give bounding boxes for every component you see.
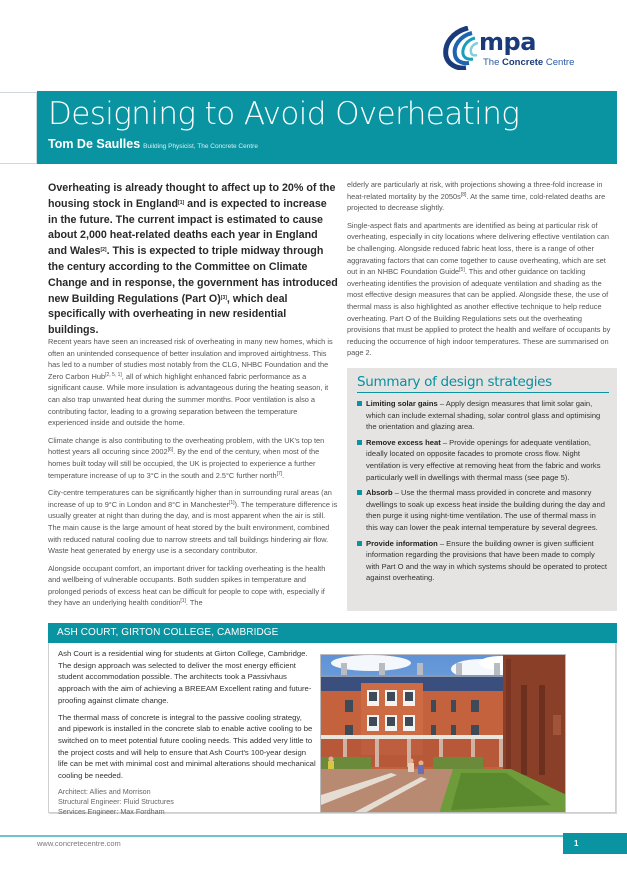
- building-courtyard-image: [321, 655, 566, 813]
- case-study-box: [48, 623, 616, 816]
- tagline-prefix: The: [483, 57, 503, 68]
- case-study-paragraph: The thermal mass of concrete is integral to the passive cooling strategy, and pipework is installed in the concrete slab to enable active cooling to be switched on to meet potential future cooling needs. This added very little to the project costs and will help to ensure that Ash Court's 100-year design life can be met with minimal cost and minimal alterations should mechanical cooling be needed.: [58, 712, 316, 781]
- citation: [1]: [180, 598, 186, 605]
- summary-list: [357, 398, 609, 584]
- body-text: Recent years have seen an increased risk of overheating in many new homes, which is often an unintended consequence of better insulation and improved airtightness. This has led to a number of studies most notably from the CLG, NHBC Foundation and the Zero Carbon Hub: [48, 337, 333, 381]
- body-paragraph: [48, 563, 338, 609]
- author-line: [48, 137, 258, 151]
- summary-item: [357, 398, 609, 433]
- mpa-swirl-logo-icon: [442, 26, 482, 70]
- summary-box: [347, 368, 617, 611]
- left-body-column: [48, 336, 338, 615]
- summary-item-term: Remove excess heat: [366, 437, 441, 447]
- case-study-paragraph: Ash Court is a residential wing for students at Girton College, Cambridge. The design approach was selected to deliver the most energy efficient student accommodation possible. The architects took a Passivhaus approach with the aim of achieving a BREEAM Excellent rating and future-proofing against climate change.: [58, 649, 312, 705]
- credit-structural-engineer: Structural Engineer: Fluid Structures: [58, 796, 174, 806]
- body-text: Alongside occupant comfort, an important driver for tackling overheating is the health and wellbeing of vulnerable occupants. Both sudden spikes in temperature and prolonged periods of excess heat can be difficult for people to cope with, especially if they have an underlying health condition: [48, 563, 326, 608]
- body-text: . This and other guidance on tackling overheating identifies the provision of adequate ventilation and shading as the most effective design measures that can be applied. Alongside these, the use of thermal mass is also highlighted as another effective technique to help reduce overheating. Part O of the Building Regulations sets out the overheating provisions that must be applied to protect the health and welfare of occupants by reducing the occurrence of high indoor temperatures. These are summarised on page 2.: [347, 267, 611, 358]
- mpa-logo: [442, 26, 612, 70]
- body-paragraph: [48, 487, 338, 557]
- footer-url-link[interactable]: www.concretecentre.com: [37, 839, 121, 848]
- case-study-credits: [58, 787, 316, 817]
- square-bullet-icon: [357, 541, 362, 546]
- footer-rule: [0, 835, 563, 837]
- square-bullet-icon: [357, 490, 362, 495]
- summary-title: Summary of design strategies: [357, 374, 609, 393]
- citation: [1]: [178, 199, 185, 206]
- tagline-bold: Concrete: [502, 57, 544, 68]
- author-role: Building Physicist, The Concrete Centre: [143, 143, 258, 150]
- lead-text: . This is expected to triple midway through the century according to the Committee on Climate Change and in response, the government has introduced new Building Regulations (Part O): [48, 245, 338, 305]
- body-text: elderly are particularly at risk, with projections showing a three-fold increase in heat-related mortality by the 2050s: [347, 180, 603, 201]
- body-paragraph: [48, 336, 338, 429]
- summary-item: [357, 487, 609, 533]
- summary-item: [357, 538, 609, 584]
- citation: [1]: [228, 499, 235, 506]
- banner-margin-tab: [0, 92, 37, 164]
- summary-item-term: Limiting solar gains: [366, 399, 438, 408]
- logo-tagline: [483, 57, 574, 68]
- body-text: ). The temperature difference is usually greater at night than during the day, and is most apparent when the air is still. The main cause is the large amount of heat stored by the built environment, combined with reduced natural cooling due to narrow streets and tall buildings hindering air flow. Waste heat generated by energy use is a secondary contributor.: [48, 499, 338, 556]
- right-body-column: [347, 179, 617, 365]
- lead-text: Overheating is already thought to affect up to 20% of the housing stock in England: [48, 182, 336, 210]
- body-paragraph: [48, 435, 338, 481]
- summary-item-term: Provide information: [366, 538, 438, 548]
- credit-architect: Architect: Allies and Morrison: [58, 786, 151, 796]
- logo-wordmark: mpa: [479, 28, 536, 56]
- body-paragraph: [347, 179, 617, 214]
- citation: [2]: [100, 247, 107, 254]
- citation: [8]: [460, 191, 467, 198]
- summary-item-term: Absorb: [366, 488, 393, 498]
- square-bullet-icon: [357, 401, 362, 406]
- summary-item-text: – Ensure the building owner is given sufficient information regarding the provisions that have been made to comply with Part O and the way in which systems should be operated to protect against overheating.: [366, 538, 608, 583]
- page-title: Designing to Avoid Overheating: [48, 96, 520, 132]
- body-text: .: [282, 470, 285, 480]
- case-study-heading: ASH COURT, GIRTON COLLEGE, CAMBRIDGE: [48, 623, 617, 643]
- summary-item-text: – Apply design measures that limit solar gain, which can include external shading, solar control glass and optimising the orientation and glazing area.: [366, 399, 601, 432]
- body-text: . By the end of the century, when most of the homes built today will still be occupied, the UK is projected to experience a further temperature increase of up to 3°C in the south and 2.5°C further north: [48, 447, 320, 480]
- lead-text: and is expected to increase in the future. The current impact is estimated to cause about 2,000 heat-related deaths each year in England and Wales: [48, 197, 327, 258]
- page-number: 1: [563, 833, 627, 854]
- citation: [7]: [276, 470, 283, 477]
- body-text: Climate change is also contributing to the overheating problem, with the UK's top ten hottest years all occuring since 2002: [48, 435, 325, 457]
- body-text: , all of which highlight enhanced fabric performance as a significant cause. While more insulation is advantageous during the heating season, it can also trap unwanted heat during the summer months. Poor ventilation is also a contributing factor, leading to a growing separation between the temperature experienced inside and outside the home.: [48, 371, 329, 428]
- summary-item: [357, 437, 609, 483]
- tagline-suffix: Centre: [543, 57, 575, 68]
- summary-item-text: – Use the thermal mass provided in concrete and masonry dwellings to soak up excess heat inside the building during the day and then purge it using night-time ventilation. The use of thermal mass in this way can lower the peak internal temperature by several degrees.: [366, 488, 605, 532]
- citation: [3]: [220, 294, 227, 301]
- author-name: Tom De Saulles: [48, 137, 141, 151]
- square-bullet-icon: [357, 440, 362, 445]
- summary-item-text: – Provide openings for adequate ventilation, ideally located on opposite facades to promote cross flow. Night ventilation is very effective at removing heat from the fabric and works particularly well in dwellings with thermal mass (see page 5).: [366, 437, 601, 482]
- lead-paragraph: [48, 181, 338, 339]
- body-text: . The: [185, 598, 203, 608]
- citation: [2, 5, 1]: [105, 371, 122, 378]
- body-text: . At the same time, cold-related deaths are projected to decrease slightly.: [347, 191, 606, 213]
- body-paragraph: [347, 220, 617, 359]
- case-study-text: [58, 648, 316, 817]
- ash-court-photo: [320, 654, 566, 813]
- lead-text: , which deal specifically with overheating in new residential buildings.: [48, 292, 288, 337]
- body-text: Single-aspect flats and apartments are identified as being at particular risk of overheating, especially in city locations where delivering effective ventilation can be challenging. Alongside reduced fabric heat loss, there is a range of other aggravating factors that can come together to cause overheating, which are set out in an NHBC Foundation Guide: [347, 220, 609, 277]
- citation: [5]: [459, 267, 465, 274]
- body-text: City-centre temperatures can be significantly higher than in surrounding rural areas (an increase of up to 9°C in London and 8°C in Manchester: [48, 488, 332, 509]
- citation: [6]: [167, 447, 174, 454]
- title-banner: [37, 91, 617, 164]
- credit-services-engineer: Services Engineer: Max Fordham: [58, 806, 165, 816]
